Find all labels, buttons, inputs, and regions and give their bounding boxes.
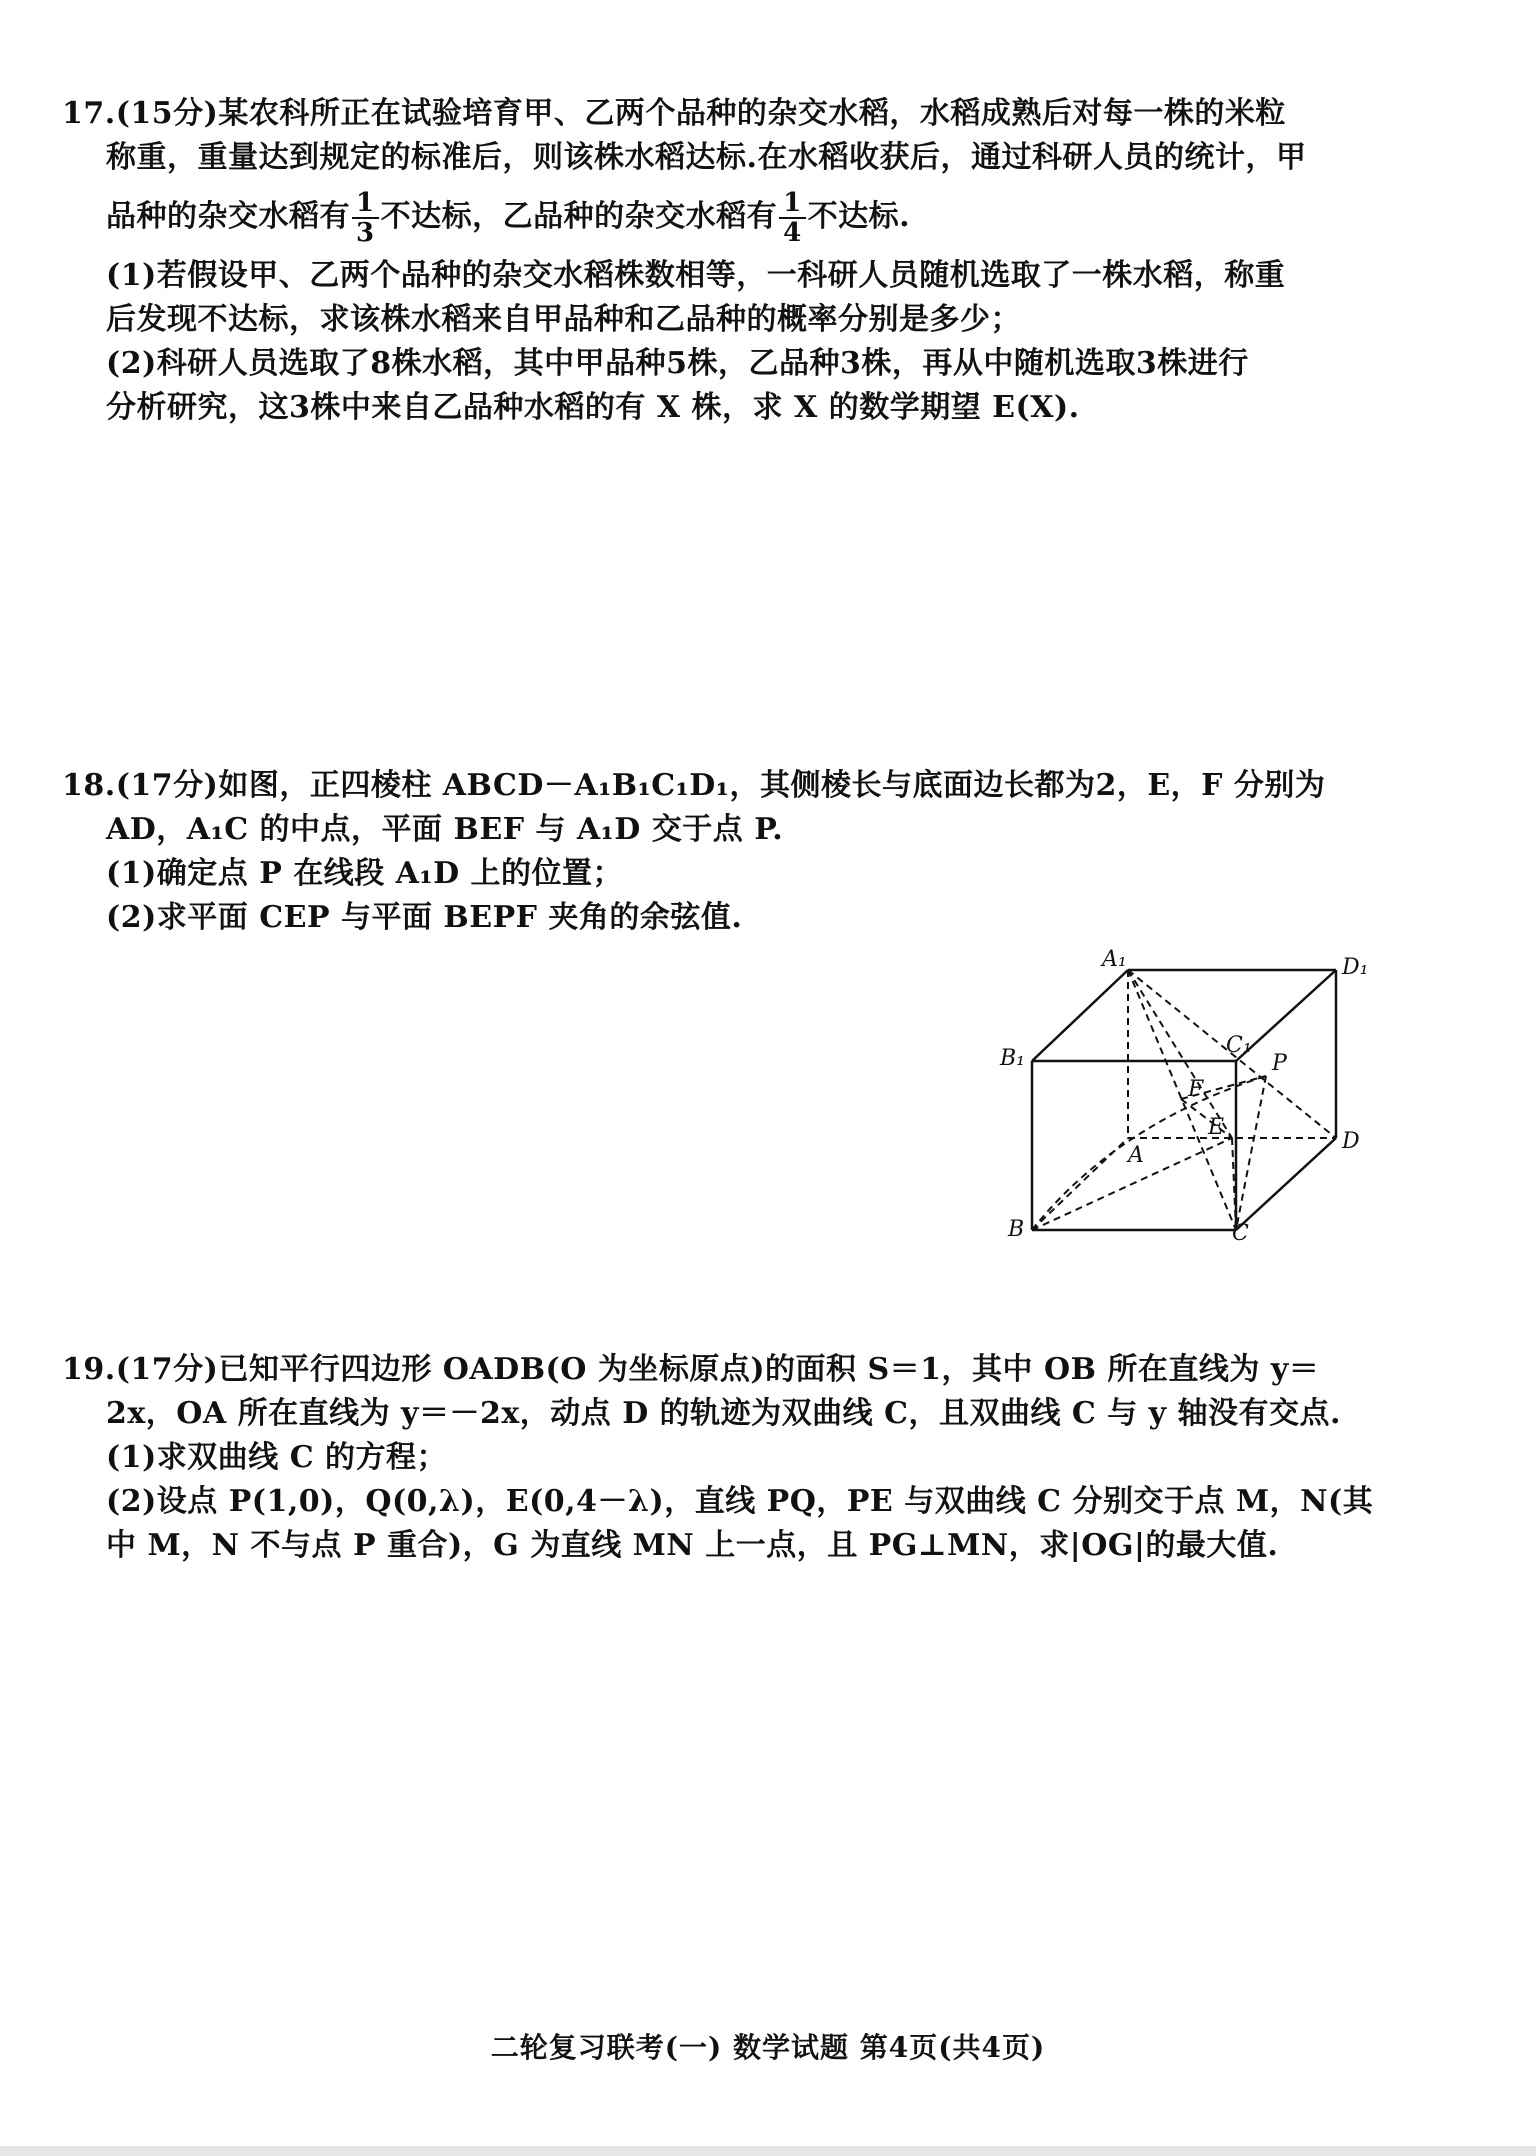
label-a: A: [1128, 1143, 1144, 1168]
problem-17-text-3a: 品种的杂交水稻有: [106, 199, 350, 234]
problem-19-line-2: 2x，OA 所在直线为 y＝－2x，动点 D 的轨迹为双曲线 C，且双曲线 C 与 y 轴没有交点.: [106, 1396, 1342, 1431]
segment-a1-e: [1128, 970, 1232, 1138]
edge-b1-a1: [1032, 970, 1128, 1061]
label-c1: C₁: [1226, 1033, 1252, 1058]
problem-17-line-4: (1)若假设甲、乙两个品种的杂交水稻株数相等，一科研人员随机选取了一株水稻，称重: [106, 258, 1286, 293]
problem-19-line-1: 19.(17分)已知平行四边形 OADB(O 为坐标原点)的面积 S＝1，其中 OB 所在直线为 y＝: [62, 1352, 1320, 1387]
label-e: E: [1208, 1115, 1225, 1140]
page-bottom-edge: [0, 2146, 1536, 2156]
label-c: C: [1232, 1221, 1249, 1244]
fraction-one-quarter: [779, 189, 806, 247]
problem-18-line-1: 18.(17分)如图，正四棱柱 ABCD－A₁B₁C₁D₁，其侧棱长与底面边长都为2，E，F 分别为: [62, 768, 1326, 803]
problem-18-line-2: AD，A₁C 的中点，平面 BEF 与 A₁D 交于点 P.: [106, 812, 784, 847]
segment-b-p: [1032, 1076, 1266, 1230]
problem-19-line-4: (2)设点 P(1,0)，Q(0,λ)，E(0,4－λ)，直线 PQ，PE 与双曲线 C 分别交于点 M，N(其: [106, 1484, 1374, 1519]
label-b1: B₁: [1000, 1046, 1025, 1071]
problem-17: [62, 92, 1382, 430]
prism-figure: [996, 944, 1376, 1244]
problem-18-line-3: (1)确定点 P 在线段 A₁D 上的位置；: [106, 856, 624, 891]
problem-18-line-4: (2)求平面 CEP 与平面 BEPF 夹角的余弦值.: [106, 900, 743, 935]
label-f: F: [1188, 1077, 1204, 1102]
label-a1: A₁: [1102, 947, 1127, 972]
fraction-denominator: 4: [783, 218, 802, 248]
problem-19-line-5: 中 M，N 不与点 P 重合)，G 为直线 MN 上一点，且 PG⊥MN，求|OG|的最大值.: [106, 1528, 1279, 1563]
problem-19: [62, 1348, 1382, 1568]
problem-17-line-7: 分析研究，这3株中来自乙品种水稻的有 X 株，求 X 的数学期望 E(X).: [106, 390, 1080, 425]
fraction-one-third: [352, 189, 379, 247]
problem-17-line-3: [62, 180, 1382, 254]
problem-18: [62, 764, 1382, 940]
label-p: P: [1272, 1051, 1287, 1076]
fraction-numerator: 1: [779, 189, 806, 219]
label-b: B: [1008, 1217, 1025, 1242]
problem-19-line-3: (1)求双曲线 C 的方程；: [106, 1440, 448, 1475]
fraction-numerator: 1: [352, 189, 379, 219]
problem-17-line-2: 称重，重量达到规定的标准后，则该株水稻达标.在水稻收获后，通过科研人员的统计，甲: [106, 140, 1307, 175]
problem-17-line-1: 17.(15分)某农科所正在试验培育甲、乙两个品种的杂交水稻，水稻成熟后对每一株的米粒: [62, 96, 1286, 131]
problem-17-text-3c: 不达标.: [807, 199, 911, 234]
dashed-edges: [1032, 970, 1336, 1230]
label-d: D: [1342, 1129, 1360, 1154]
label-d1: D₁: [1342, 955, 1369, 980]
problem-17-text-3b: 不达标，乙品种的杂交水稻有: [380, 199, 778, 234]
problem-17-line-5: 后发现不达标，求该株水稻来自甲品种和乙品种的概率分别是多少；: [106, 302, 1021, 337]
problem-17-line-6: (2)科研人员选取了8株水稻，其中甲品种5株，乙品种3株，再从中随机选取3株进行: [106, 346, 1249, 381]
page-footer: 二轮复习联考(一) 数学试题 第4页(共4页): [490, 2031, 1046, 2064]
fraction-denominator: 3: [356, 218, 375, 248]
